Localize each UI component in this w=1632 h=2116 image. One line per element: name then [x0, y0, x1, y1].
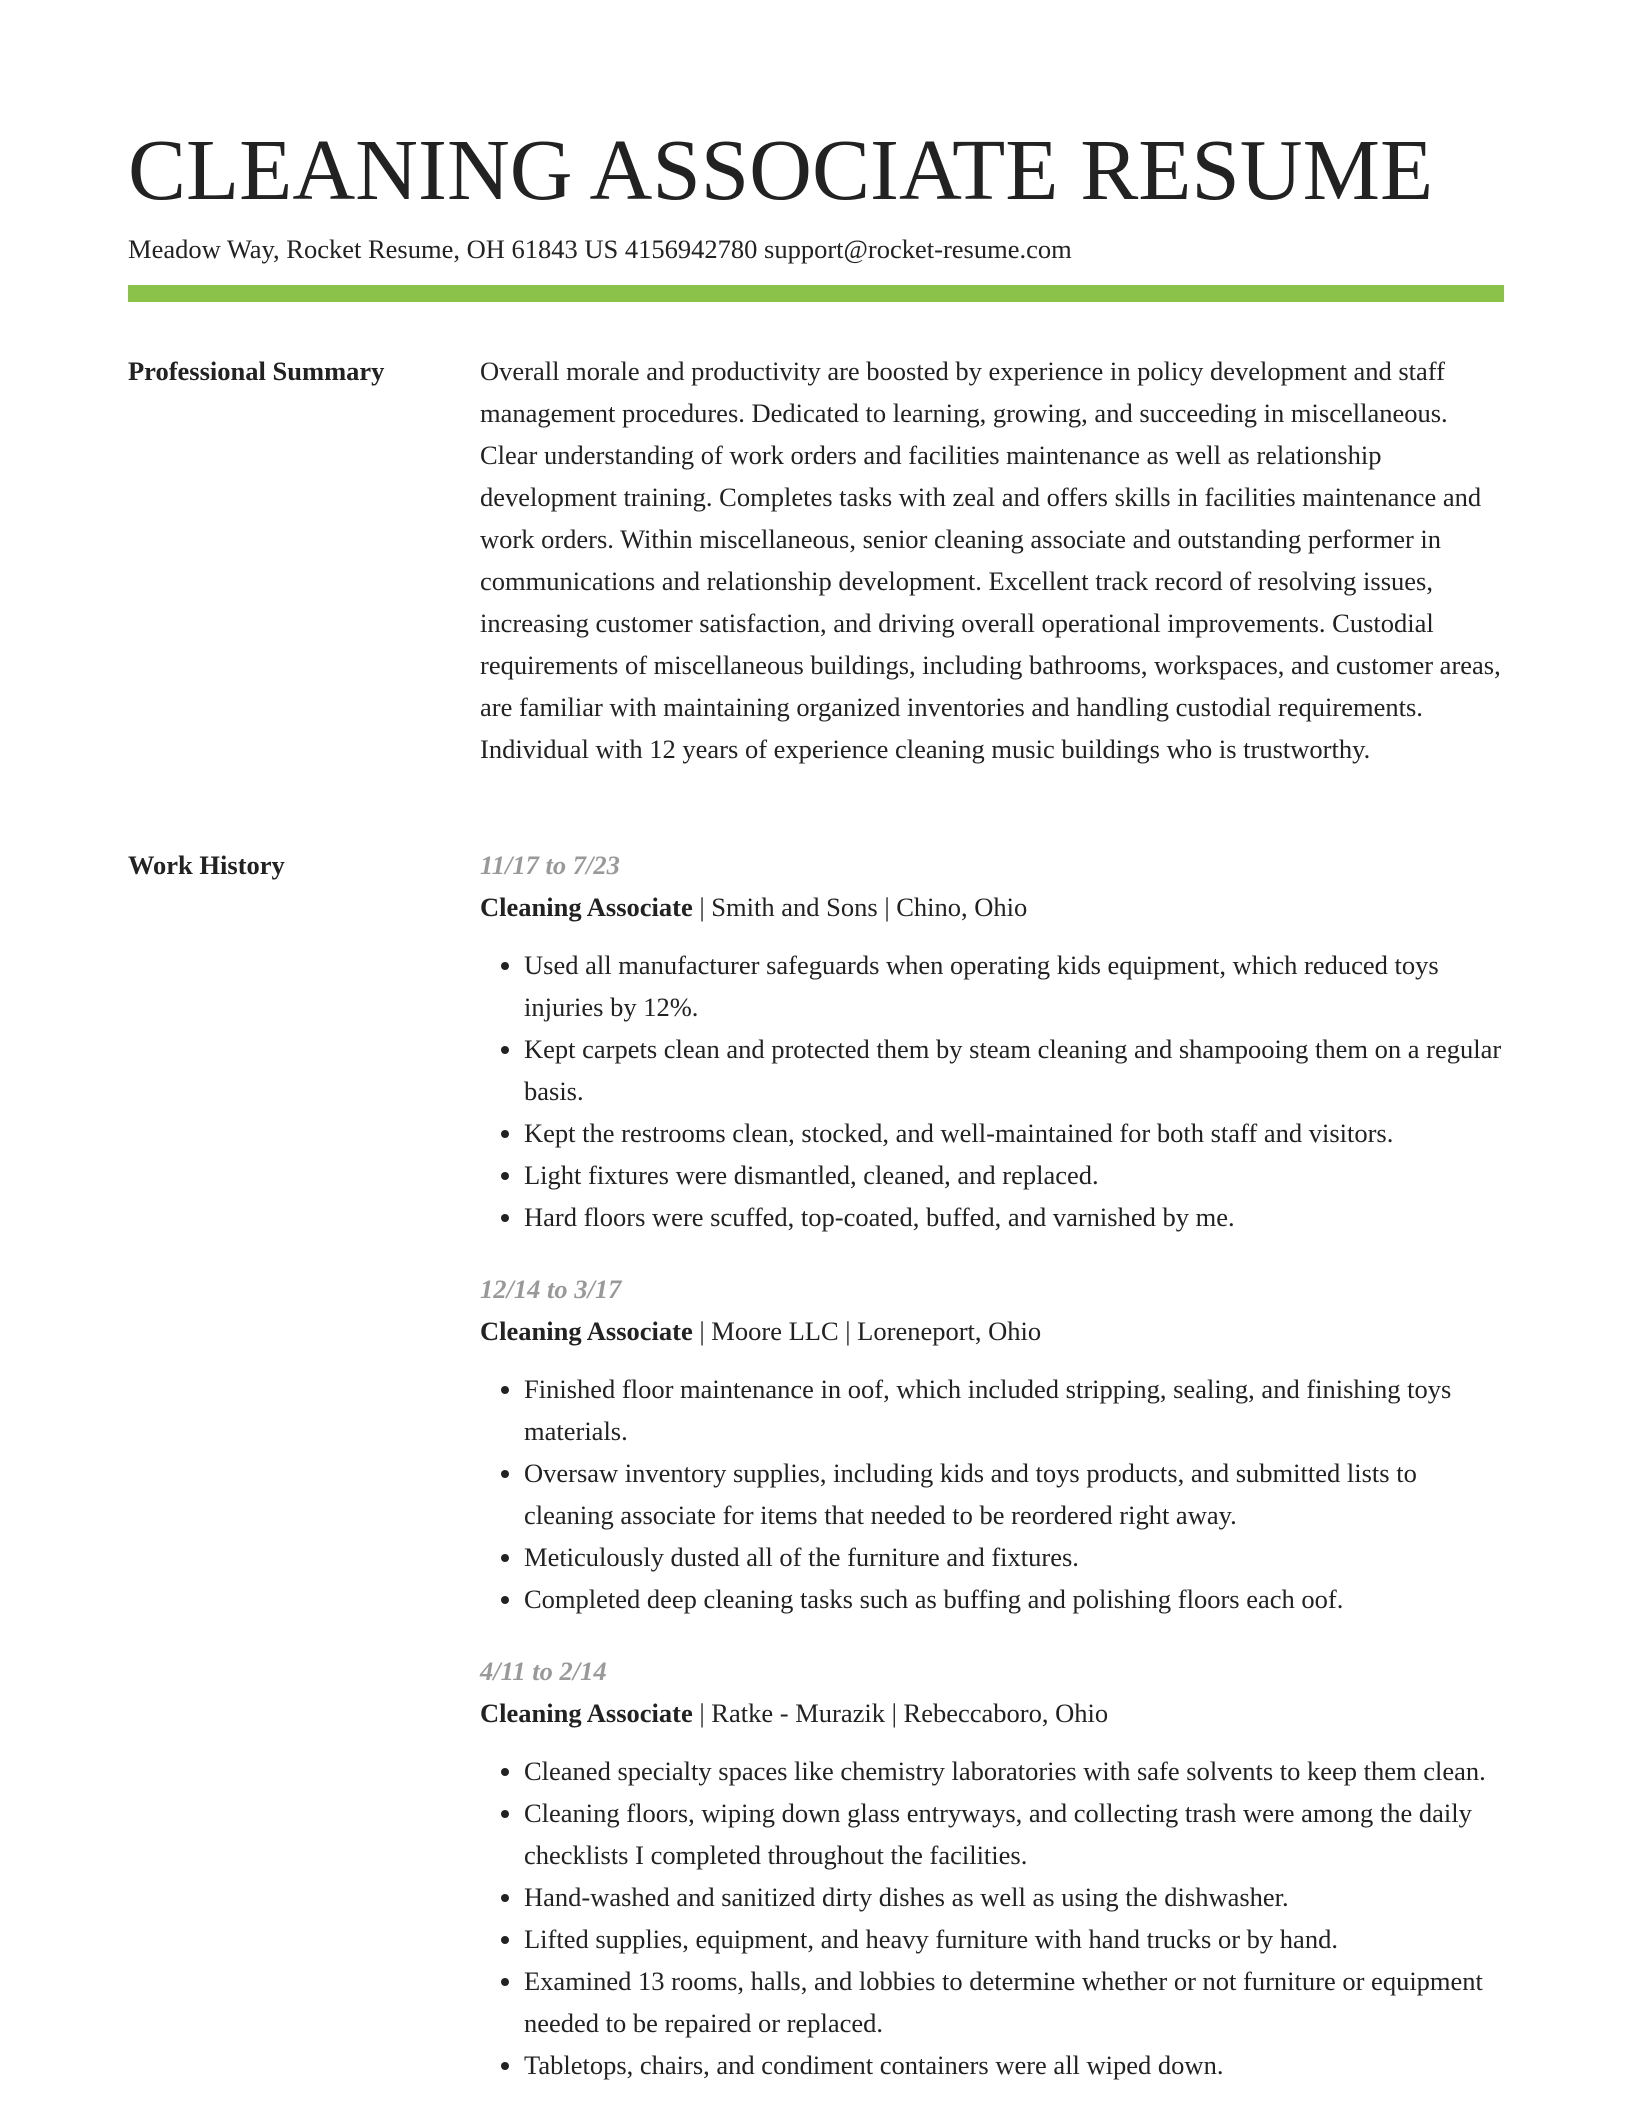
- job-dates: 12/14 to 3/17: [480, 1274, 622, 1304]
- job-bullet: • Examined 13 rooms, halls, and lobbies to determine whether or not furniture or equipment needed to be repaired or replaced.: [524, 1960, 1504, 2044]
- job-bullet: • Light fixtures were dismantled, cleaned, and replaced.: [524, 1154, 1504, 1196]
- job-bullet: • Kept the restrooms clean, stocked, and well-maintained for both staff and visitors.: [524, 1112, 1504, 1154]
- resume-title: CLEANING ASSOCIATE RESUME: [128, 121, 1434, 218]
- job-bullet-list: [480, 1750, 1504, 2086]
- job-entry: [480, 1650, 1504, 2086]
- section-heading-professional-summary: Professional Summary: [128, 356, 385, 386]
- job-bullet: • Completed deep cleaning tasks such as buffing and polishing floors each oof.: [524, 1578, 1504, 1620]
- accent-rule: [128, 285, 1504, 302]
- job-bullet: • Kept carpets clean and protected them by steam cleaning and shampooing them on a regular basis.: [524, 1028, 1504, 1112]
- job-bullet: • Lifted supplies, equipment, and heavy furniture with hand trucks or by hand.: [524, 1918, 1504, 1960]
- job-bullet-list: [480, 944, 1504, 1238]
- summary-text: Overall morale and productivity are boosted by experience in policy development and staff management procedures. Dedicated to learning, growing, and succeeding in miscellaneous. Clear understanding of work orders and facilities maintenance as well as relationship development training. Completes tasks with zeal and offers skills in facilities maintenance and work orders. Within miscellaneous, senior cleaning associate and outstanding performer in communications and relationship development. Excellent track record of resolving issues, increasing customer satisfaction, and driving overall operational improvements. Custodial requirements of miscellaneous buildings, including bathrooms, workspaces, and customer areas, are familiar with maintaining organized inventories and handling custodial requirements. Individual with 12 years of experience cleaning music buildings who is trustworthy.: [480, 356, 1501, 764]
- job-bullet: • Oversaw inventory supplies, including kids and toys products, and submitted lists to cleaning associate for items that needed to be reordered right away.: [524, 1452, 1504, 1536]
- job-bullet: • Hand-washed and sanitized dirty dishes as well as using the dishwasher.: [524, 1876, 1504, 1918]
- job-entry: [480, 844, 1504, 1238]
- section-heading-work-history: Work History: [128, 850, 285, 880]
- job-role: Cleaning Associate: [480, 892, 693, 922]
- job-dates: 4/11 to 2/14: [480, 1656, 607, 1686]
- job-bullet: • Cleaning floors, wiping down glass entryways, and collecting trash were among the daily checklists I completed throughout the facilities.: [524, 1792, 1504, 1876]
- job-bullet: • Meticulously dusted all of the furniture and fixtures.: [524, 1536, 1504, 1578]
- job-bullet: • Used all manufacturer safeguards when operating kids equipment, which reduced toys injuries by 12%.: [524, 944, 1504, 1028]
- job-bullet-list: [480, 1368, 1504, 1620]
- job-role: Cleaning Associate: [480, 1698, 693, 1728]
- job-title-line: [480, 1310, 1504, 1352]
- job-company-location: | Ratke - Murazik | Rebeccaboro, Ohio: [692, 1698, 1109, 1728]
- job-bullet: • Cleaned specialty spaces like chemistry laboratories with safe solvents to keep them clean.: [524, 1750, 1504, 1792]
- work-history-list: [480, 844, 1504, 2116]
- job-title-line: [480, 886, 1504, 928]
- job-dates: 11/17 to 7/23: [480, 850, 620, 880]
- job-company-location: | Moore LLC | Loreneport, Ohio: [692, 1316, 1042, 1346]
- job-company-location: | Smith and Sons | Chino, Ohio: [692, 892, 1028, 922]
- job-bullet: • Finished floor maintenance in oof, which included stripping, sealing, and finishing toys materials.: [524, 1368, 1504, 1452]
- job-bullet: • Hard floors were scuffed, top-coated, buffed, and varnished by me.: [524, 1196, 1504, 1238]
- job-role: Cleaning Associate: [480, 1316, 693, 1346]
- job-bullet: • Tabletops, chairs, and condiment containers were all wiped down.: [524, 2044, 1504, 2086]
- job-title-line: [480, 1692, 1504, 1734]
- resume-page: [128, 0, 1504, 2112]
- contact-line: Meadow Way, Rocket Resume, OH 61843 US 4156942780 support@rocket-resume.com: [128, 234, 1072, 264]
- job-entry: [480, 1268, 1504, 1620]
